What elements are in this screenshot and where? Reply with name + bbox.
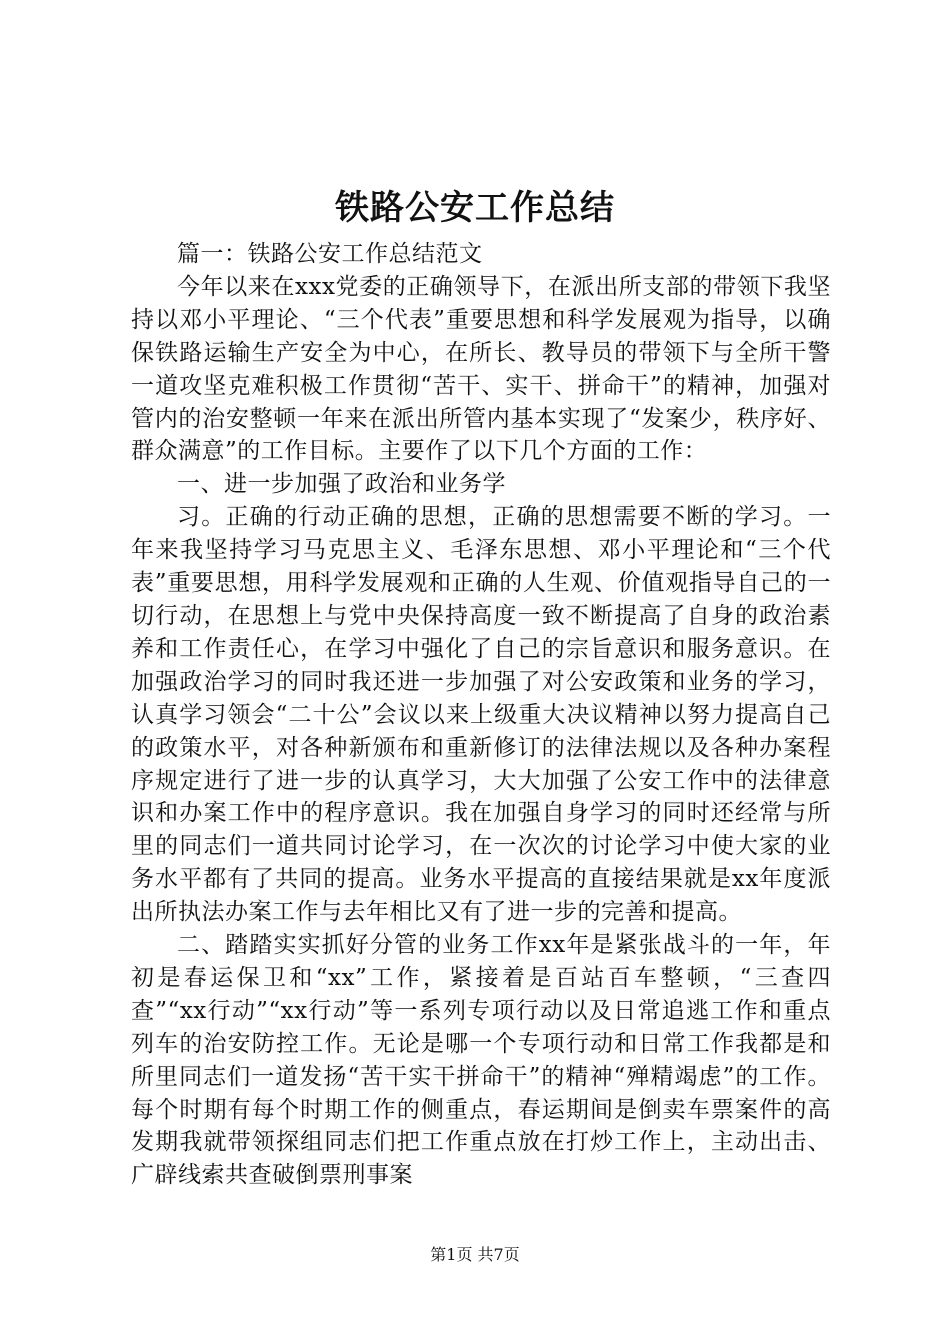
page-number-footer: 第1页 共7页 <box>430 1245 520 1264</box>
section-heading: 篇一：铁路公安工作总结范文 <box>177 241 483 267</box>
document-body <box>131 238 831 1192</box>
paragraph: 今年以来在xxx党委的正确领导下，在派出所支部的带领下我坚持以邓小平理论、“三个代表”重要思想和科学发展观为指导，以确保铁路运输生产安全为中心，在所长、教导员的带领下与全所干警一道攻坚克难积极工作贯彻“苦干、实干、拼命干”的精神，加强对管内的治安整顿一年来在派出所管内基本实现了“发案少，秩序好、群众满意”的工作目标。主要作了以下几个方面的工作： <box>131 273 831 465</box>
paragraph: 二、踏踏实实抓好分管的业务工作xx年是紧张战斗的一年，年初是春运保卫和“xx”工作，紧接着是百站百车整顿，“三查四查”“xx行动”“xx行动”等一系列专项行动以及日常追逃工作和重点列车的治安防控工作。无论是哪一个专项行动和日常工作我都是和所里同志们一道发扬“苦干实干拼命干”的精神“殚精竭虑”的工作。每个时期有每个时期工作的侧重点，春运期间是倒卖车票案件的高发期我就带领探组同志们把工作重点放在打炒工作上，主动出击、广辟线索共查破倒票刑事案 <box>131 932 831 1189</box>
subsection-heading: 一、进一步加强了政治和业务学 <box>177 471 506 498</box>
document-title: 铁路公安工作总结 <box>335 188 615 228</box>
paragraph: 习。正确的行动正确的思想，正确的思想需要不断的学习。一年来我坚持学习马克思主义、毛泽东思想、邓小平理论和“三个代表”重要思想，用科学发展观和正确的人生观、价值观指导自己的一切行动，在思想上与党中央保持高度一致不断提高了自身的政治素养和工作责任心，在学习中强化了自己的宗旨意识和服务意识。在加强政治学习的同时我还进一步加强了对公安政策和业务的学习，认真学习领会“二十公”会议以来上级重大决议精神以努力提高自己的政策水平，对各种新颁布和重新修订的法律法规以及各种办案程序规定进行了进一步的认真学习，大大加强了公安工作中的法律意识和办案工作中的程序意识。我在加强自身学习的同时还经常与所里的同志们一道共同讨论学习，在一次次的讨论学习中使大家的业务水平都有了共同的提高。业务水平提高的直接结果就是xx年度派出所执法办案工作与去年相比又有了进一步的完善和提高。 <box>131 504 831 926</box>
